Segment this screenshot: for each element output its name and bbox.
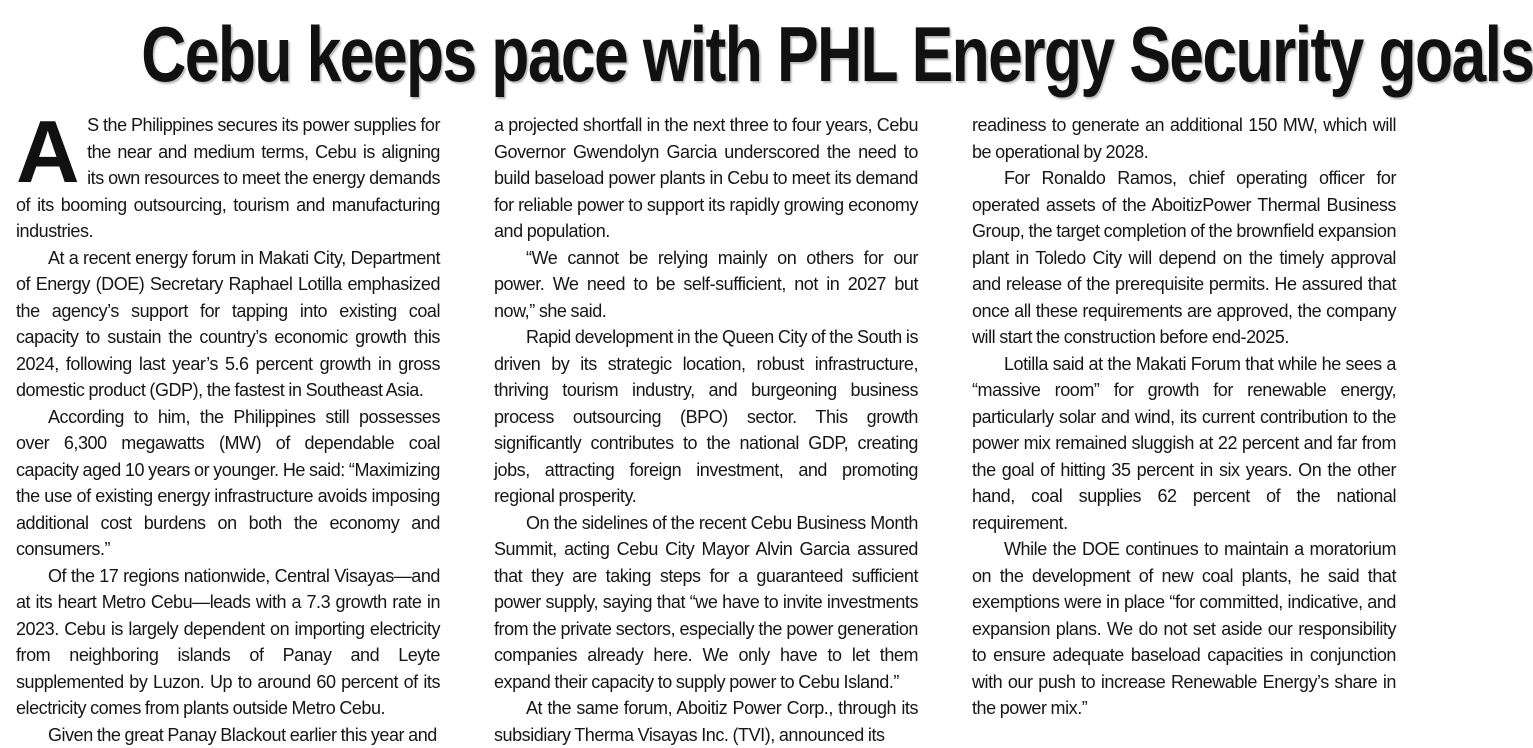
article-paragraph: On the sidelines of the recent Cebu Business Month Summit, acting Cebu City Mayor Alvin Garcia assured that they are taking steps for a guaranteed sufficient power supply, saying that “we have to invite investments from the private sectors, especially the power generation companies already here. We only have to let them expand their capacity to supply power to Cebu Island.” (494, 510, 918, 696)
article-paragraph: For Ronaldo Ramos, chief operating officer for operated assets of the AboitizPower Thermal Business Group, the target completion of the brownfield expansion plant in Toledo City will depend on the timely approval and release of the prerequisite permits. He assured that once all these requirements are approved, the company will start the construction before end-2025. (972, 165, 1396, 351)
article-paragraph: Given the great Panay Blackout earlier this year and (16, 722, 440, 748)
article-paragraph: Lotilla said at the Makati Forum that while he sees a “massive room” for growth for renewable energy, particularly solar and wind, its current contribution to the power mix remained sluggish at 22 percent and far from the goal of hitting 35 percent in six years. On the other hand, coal supplies 62 percent of the national requirement. (972, 351, 1396, 537)
article-paragraph (16, 112, 440, 245)
article-headline: Cebu keeps pace with PHL Energy Security goals (141, 8, 1271, 100)
article-paragraph: Rapid development in the Queen City of the South is driven by its strategic location, robust infrastructure, thriving tourism industry, and burgeoning business process outsourcing (BPO) sector. This growth significantly contributes to the national GDP, creating jobs, attracting foreign investment, and promoting regional prosperity. (494, 324, 918, 510)
article-paragraph: a projected shortfall in the next three to four years, Cebu Governor Gwendolyn Garcia underscored the need to build baseload power plants in Cebu to meet its demand for reliable power to support its rapidly growing economy and population. (494, 112, 918, 245)
drop-cap: A (16, 116, 79, 188)
article-column-3 (972, 112, 1396, 734)
article-paragraph: According to him, the Philippines still possesses over 6,300 megawatts (MW) of dependable coal capacity aged 10 years or younger. He said: “Maximizing the use of existing energy infrastructure avoids imposing additional cost burdens on both the economy and consumers.” (16, 404, 440, 563)
article-paragraph: “We cannot be relying mainly on others for our power. We need to be self-sufficient, not in 2027 but now,” she said. (494, 245, 918, 325)
article-paragraph: While the DOE continues to maintain a moratorium on the development of new coal plants, he said that exemptions were in place “for committed, indicative, and expansion plans. We do not set aside our responsibility to ensure adequate baseload capacities in conjunction with our push to increase Renewable Energy’s share in the power mix.” (972, 536, 1396, 722)
article-paragraph: readiness to generate an additional 150 MW, which will be operational by 2028. (972, 112, 1396, 165)
article-paragraph: At the same forum, Aboitiz Power Corp., through its subsidiary Therma Visayas Inc. (TVI), announced its (494, 695, 918, 748)
article-column-1 (16, 112, 440, 734)
article-paragraph: At a recent energy forum in Makati City, Department of Energy (DOE) Secretary Raphael Lotilla emphasized the agency’s support for tapping into existing coal capacity to sustain the country’s economic growth this 2024, following last year’s 5.6 percent growth in gross domestic product (GDP), the fastest in Southeast Asia. (16, 245, 440, 404)
article-body (16, 112, 1396, 734)
article-paragraph: Of the 17 regions nationwide, Central Visayas—and at its heart Metro Cebu—leads with a 7.3 growth rate in 2023. Cebu is largely dependent on importing electricity from neighboring islands of Panay and Leyte supplemented by Luzon. Up to around 60 percent of its electricity comes from plants outside Metro Cebu. (16, 563, 440, 722)
article-column-2 (494, 112, 918, 734)
paragraph-text: S the Philippines secures its power supplies for the near and medium terms, Cebu is aligning its own resources to meet the energy demands of its booming outsourcing, tourism and manufacturing industries. (16, 115, 440, 241)
